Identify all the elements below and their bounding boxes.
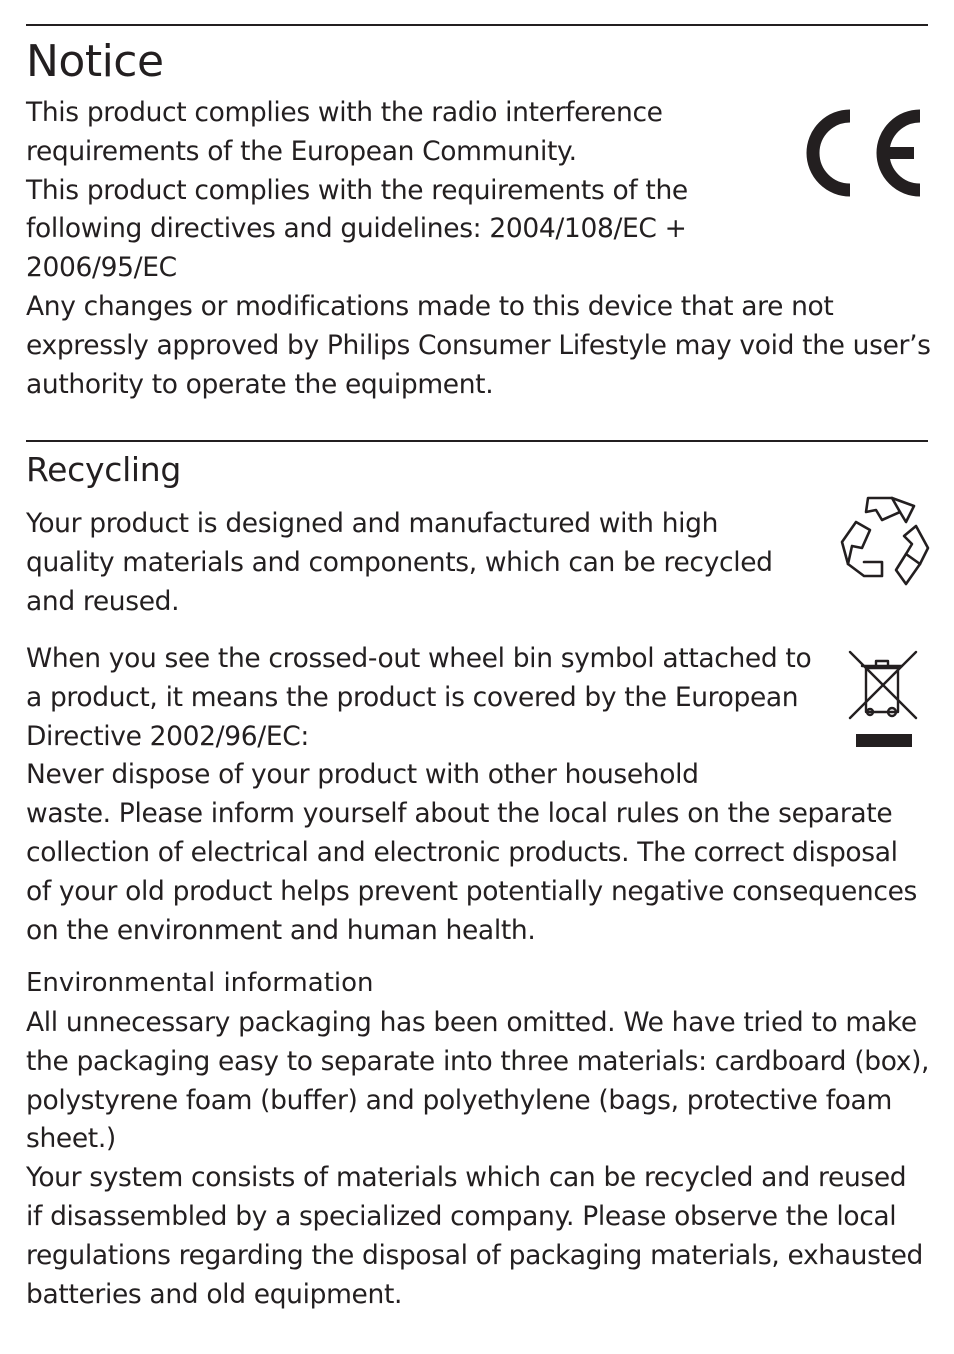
environment-heading: Environmental information — [26, 968, 374, 998]
notice-line: requirements of the European Community. — [26, 135, 577, 167]
weee-line: Directive 2002/96/EC: — [26, 720, 309, 752]
weee-line: When you see the crossed-out wheel bin symbol attached to — [26, 643, 812, 674]
crossed-out-wheelie-bin-icon — [846, 648, 920, 750]
recycling-heading: Recycling — [26, 450, 182, 489]
recycle-icon — [830, 492, 934, 592]
environment-line: batteries and old equipment. — [26, 1278, 403, 1310]
environment-line: All unnecessary packaging has been omitted. We have tried to make — [26, 1007, 917, 1038]
weee-body — [26, 640, 917, 950]
recycling-intro-line: and reused. — [26, 585, 180, 617]
notice-heading: Notice — [26, 36, 164, 87]
weee-line: a product, it means the product is covered by the European — [26, 681, 799, 713]
recycling-intro-line: Your product is designed and manufactured with high — [26, 508, 719, 539]
environment-line: polystyrene foam (buffer) and polyethylene (bags, protective foam — [26, 1084, 892, 1116]
notice-body — [26, 94, 931, 404]
ce-mark-icon — [798, 104, 924, 202]
environment-line: if disassembled by a specialized company. Please observe the local — [26, 1200, 897, 1232]
weee-line: waste. Please inform yourself about the local rules on the separate — [26, 798, 893, 830]
weee-line: on the environment and human health. — [26, 914, 536, 946]
notice-line: Any changes or modifications made to this device that are not — [26, 290, 834, 322]
recycling-intro-line: quality materials and components, which can be recycled — [26, 546, 773, 578]
weee-line: Never dispose of your product with other household — [26, 759, 699, 791]
recycling-top-rule — [26, 440, 928, 442]
notice-line: authority to operate the equipment. — [26, 368, 494, 400]
notice-line: This product complies with the radio interference — [26, 97, 663, 128]
environment-line: the packaging easy to separate into three materials: cardboard (box), — [26, 1045, 930, 1077]
environment-line: Your system consists of materials which can be recycled and reused — [26, 1162, 907, 1194]
notice-top-rule — [26, 24, 928, 26]
weee-line: collection of electrical and electronic products. The correct disposal — [26, 836, 898, 868]
notice-line: This product complies with the requirements of the — [26, 174, 688, 206]
notice-line: expressly approved by Philips Consumer Lifestyle may void the user’s — [26, 329, 931, 361]
notice-line: following directives and guidelines: 2004/108/EC + — [26, 213, 687, 245]
environment-line: regulations regarding the disposal of packaging materials, exhausted — [26, 1239, 923, 1271]
recycling-intro — [26, 505, 773, 621]
weee-line: of your old product helps prevent potentially negative consequences — [26, 875, 917, 907]
environment-body — [26, 1004, 929, 1314]
notice-line: 2006/95/EC — [26, 252, 177, 284]
environment-line: sheet.) — [26, 1123, 116, 1155]
